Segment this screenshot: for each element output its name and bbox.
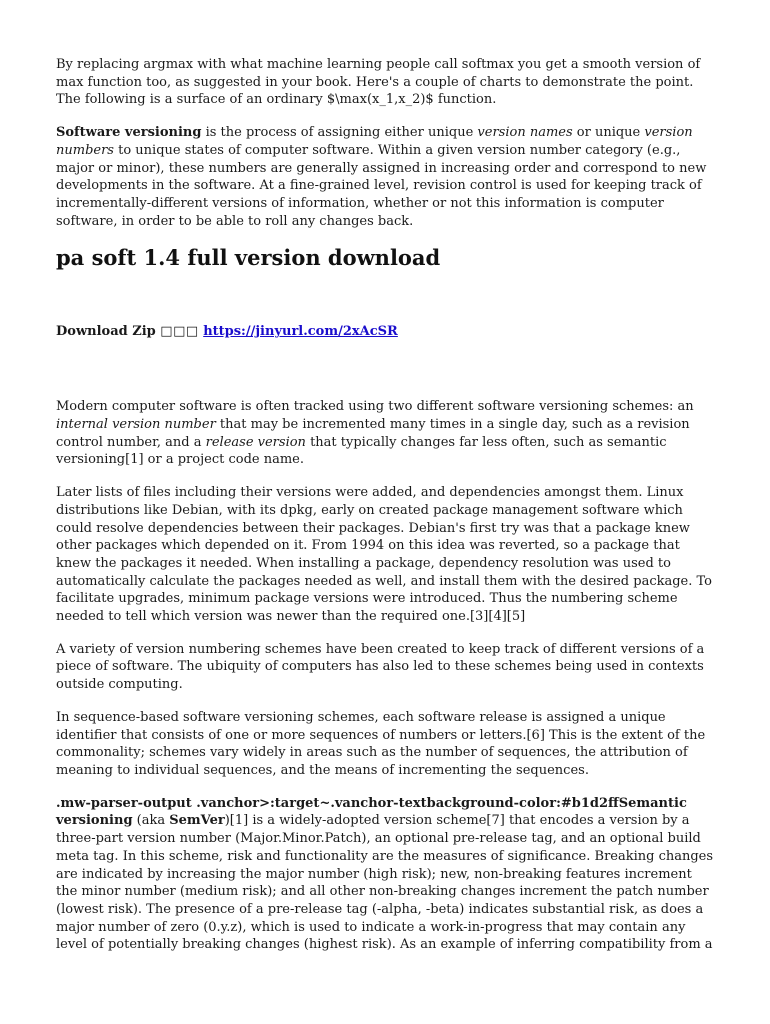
page-title: pa soft 1.4 full version download [56, 245, 441, 271]
schemes-text-1: Modern computer software is often tracked using two different software versioning schemes: an [56, 399, 694, 415]
schemes-em-internal: internal version number [56, 417, 216, 433]
download-glyph: □□□ [160, 324, 199, 340]
download-link[interactable]: https://jinyurl.com/2xAcSR [203, 324, 398, 340]
definition-em-version-names: version names [477, 125, 573, 141]
semver-heading-text: .mw-parser-output .vanchor>:target~.vanchor-textbackground-color:#b1d2ffSemantic versioning [56, 795, 687, 829]
semver-text-2: )[1] is a widely-adopted version scheme[7] that encodes a version by a three-part version number (Major.Minor.Patch), an optional pre-release tag, and an optional build meta tag. In this scheme, risk and functionality are the measures of significance. Breaking changes are indicated by increasing the major number (high risk); new, non-breaking features increment the minor number (medium risk); and all other non-breaking changes increment the patch number (lowest risk). The presence of a pre-release tag (-alpha, -beta) indicates substantial risk, as does a major number of zero (0.y.z), which is used to indicate a work-in-progress that may contain any level of potentially breaking changes (highest risk). As an example of inferring compatibility from a [56, 813, 714, 953]
semver-paragraph [56, 795, 714, 954]
linux-paragraph: Later lists of files including their versions were added, and dependencies amongst them. Linux distributions like Debian, with its dpkg, early on created package management software which could resolve dependencies between their packages. Debian's first try was that a package knew other packages which depended on it. From 1994 on this idea was reverted, so a package that knew the packages it needed. When installing a package, dependency resolution was used to automatically calculate the packages needed as well, and install them with the desired package. To facilitate upgrades, minimum package versions were introduced. Thus the numbering scheme needed to tell which version was newer than the required one.[3][4][5] [56, 485, 713, 625]
download-line [56, 323, 714, 340]
definition-text-3: to unique states of computer software. Within a given version number category (e.g., major or minor), these numbers are generally assigned in increasing order and correspond to new developments in the software. At a fine-grained level, revision control is used for keeping track of incrementally-different versions of information, whether or not this information is computer software, in order to be able to roll any changes back. [56, 142, 707, 229]
definition-paragraph [56, 124, 714, 230]
definition-term: Software versioning [56, 125, 202, 141]
definition-text-1: is the process of assigning either unique [201, 125, 478, 141]
variety-paragraph: A variety of version numbering schemes have been created to keep track of different versions of a piece of software. The ubiquity of computers has also led to these schemes being used in contexts outside computing. [56, 641, 705, 693]
schemes-paragraph [56, 398, 714, 469]
intro-paragraph: By replacing argmax with what machine learning people call softmax you get a smooth version of max function too, as suggested in your book. Here's a couple of charts to demonstrate the point. The following is a surface of an ordinary $\max(x_1,x_2)$ function. [56, 57, 701, 108]
schemes-em-release: release version [205, 434, 306, 450]
semver-abbrev: SemVer [169, 813, 225, 829]
sequence-paragraph: In sequence-based software versioning schemes, each software release is assigned a unique identifier that consists of one or more sequences of numbers or letters.[6] This is the extent of the commonality; schemes vary widely in areas such as the number of sequences, the attribution of meaning to individual sequences, and the means of incrementing the sequences. [56, 709, 706, 778]
semver-text-1: (aka [132, 813, 170, 829]
download-label: Download Zip [56, 324, 156, 340]
schemes-text-3: that typically changes far less often, such as semantic versioning[1] or a project code name. [56, 434, 667, 468]
definition-em-version-numbers: version numbers [56, 125, 693, 158]
definition-text-2: or unique [572, 125, 645, 141]
spacer [56, 340, 714, 398]
schemes-text-2: that may be incremented many times in a single day, such as a revision control number, and a [56, 417, 690, 450]
